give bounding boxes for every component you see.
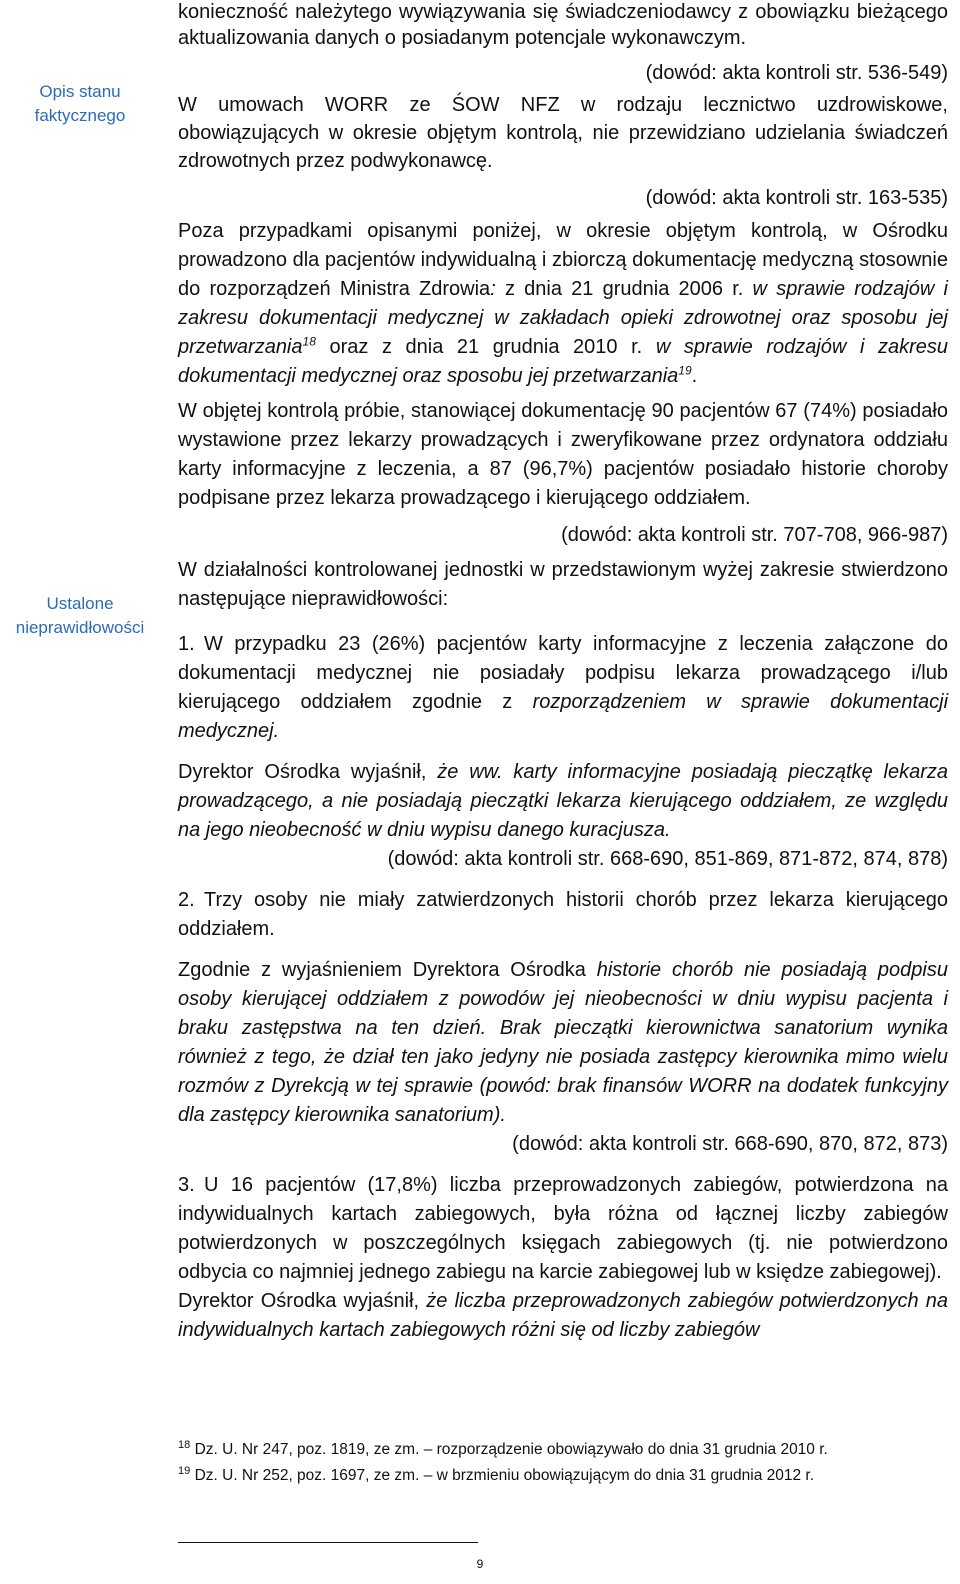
explanation-quote: że ww. karty informacyjne posiadają pieczątkę lekarza prowadzącego, a nie posiadają pieczątki lekarza kierującego oddziałem, ze względu na jego nieobecność w dniu wypisu danego kuracjusza.	[178, 761, 948, 841]
item-number: 3.	[178, 1174, 195, 1196]
evidence-ref: (dowód: akta kontroli str. 668-690, 870, 872, 873)	[512, 1133, 948, 1155]
footnote-number: 19	[178, 1464, 191, 1477]
text: Zgodnie z wyjaśnieniem Dyrektora Ośrodka	[178, 959, 597, 981]
evidence-ref: (dowód: akta kontroli str. 163-535)	[645, 187, 948, 209]
irregularity-3	[178, 1171, 948, 1287]
footnote-ref: 18	[302, 334, 316, 349]
regulation-title: rozporządzeniem w sprawie dokumentacji medycznej.	[178, 691, 949, 742]
text: :	[490, 278, 496, 300]
text: .	[691, 365, 698, 387]
text: oraz z dnia 21 grudnia 2010 r.	[315, 336, 643, 358]
paragraph-irregularities-intro: W działalności kontrolowanej jednostki w przedstawionym wyżej zakresie stwierdzono następujące nieprawidłowości:	[178, 559, 948, 610]
explanation-2	[178, 956, 948, 1130]
sidebar-facts-label: Opis stanu faktycznego	[34, 82, 126, 125]
footnote-text: Dz. U. Nr 252, poz. 1697, ze zm. – w brzmieniu obowiązującym do dnia 31 grudnia 2012 r.	[194, 1467, 815, 1484]
explanation-3	[178, 1287, 948, 1345]
footnote-19	[178, 1466, 948, 1486]
footnote-divider	[178, 1542, 478, 1543]
footnotes	[178, 1440, 948, 1486]
irregularity-2	[178, 886, 948, 944]
paragraph-capacity: konieczność należytego wywiązywania się świadczeniodawcy z obowiązku bieżącego aktualizowania danych o posiadanym potencjale wykonawczym.	[178, 1, 948, 49]
text: Trzy osoby nie miały zatwierdzonych historii chorób przez lekarza kierującego oddziałem.	[178, 889, 948, 940]
sidebar-irregularities	[0, 592, 160, 640]
footnote-text: Dz. U. Nr 247, poz. 1819, ze zm. – rozporządzenie obowiązywało do dnia 31 grudnia 2010 r.	[194, 1441, 828, 1458]
explanation-quote: że liczba przeprowadzonych zabiegów potwierdzonych na indywidualnych kartach zabiegowych różni się od liczby zabiegów	[178, 1290, 948, 1341]
evidence-ref: (dowód: akta kontroli str. 707-708, 966-987)	[561, 524, 948, 546]
text: U 16 pacjentów (17,8%) liczba przeprowadzonych zabiegów, potwierdzona na indywidualnych kartach zabiegowych, była różna od łącznej liczby zabiegów potwierdzonych w poszczególnych księgach zabiegowych (tj. nie potwierdzono odbycia co najmniej jednego zabiegu na karcie zabiegowej lub w księdze zabiegowej).	[178, 1174, 948, 1283]
text: z dnia 21 grudnia 2006 r.	[495, 278, 744, 300]
text: Poza przypadkami opisanymi poniżej, w okresie objętym kontrolą, w Ośrodku prowadzono dla pacjentów indywidualną i zbiorczą dokumentację medyczną stosownie do rozporządzeń Ministra Zdrowia	[178, 220, 948, 300]
footnote-ref: 19	[678, 363, 692, 378]
evidence-ref: (dowód: akta kontroli str. 536-549)	[645, 62, 948, 84]
paragraph-contracts: W umowach WORR ze ŚOW NFZ w rodzaju lecznictwo uzdrowiskowe, obowiązujących w okresie objętym kontrolą, nie przewidziano udzielania świadczeń zdrowotnych przez podwykonawcę.	[178, 94, 948, 172]
paragraph-sample: W objętej kontrolą próbie, stanowiącej dokumentację 90 pacjentów 67 (74%) posiadało wystawione przez lekarzy prowadzących i zweryfikowane przez ordynatora oddziału karty informacyjne z leczenia, a 87 (96,7%) pacjentów posiadało historie choroby podpisane przez lekarza prowadzącego i kierującego oddziałem.	[178, 400, 948, 509]
explanation-1	[178, 758, 948, 845]
irregularity-1	[178, 630, 948, 746]
footnote-18	[178, 1440, 948, 1460]
regulation-title: w sprawie rodzajów i zakresu dokumentacji medycznej w zakładach opieki zdrowotnej oraz sposobu jej przetwarzania	[178, 278, 948, 358]
page-number: 9	[476, 1557, 484, 1571]
footnote-number: 18	[178, 1438, 191, 1451]
regulation-title: w sprawie rodzajów i zakresu dokumentacji medycznej oraz sposobu jej przetwarzania	[178, 336, 949, 387]
item-number: 1.	[178, 633, 195, 655]
explanation-quote: historie chorób nie posiadają podpisu osoby kierującej oddziałem z powodów jej nieobecności w dniu wypisu pacjenta i braku zastępstwa na ten dzień. Brak pieczątki kierownictwa sanatorium wynika również z tego, że dział ten jako jedyny nie posiada zastępcy kierownika mimo wielu rozmów z Dyrekcją w tej sprawie (powód: brak finansów WORR na dodatek funkcyjny dla zastępcy kierownika sanatorium).	[178, 959, 948, 1126]
text: W przypadku 23 (26%) pacjentów karty informacyjne z leczenia załączone do dokumentacji medycznej nie posiadały podpisu lekarza prowadzącego i/lub kierującego oddziałem zgodnie z	[178, 633, 948, 713]
sidebar-irregularities-label: Ustalone nieprawidłowości	[15, 594, 145, 637]
document-body	[178, 0, 948, 1345]
evidence-ref: (dowód: akta kontroli str. 668-690, 851-869, 871-872, 874, 878)	[387, 848, 948, 870]
item-number: 2.	[178, 889, 195, 911]
paragraph-documentation	[178, 217, 948, 391]
sidebar-facts	[0, 80, 160, 128]
text: Dyrektor Ośrodka wyjaśnił,	[178, 1290, 427, 1312]
text: Dyrektor Ośrodka wyjaśnił,	[178, 761, 438, 783]
